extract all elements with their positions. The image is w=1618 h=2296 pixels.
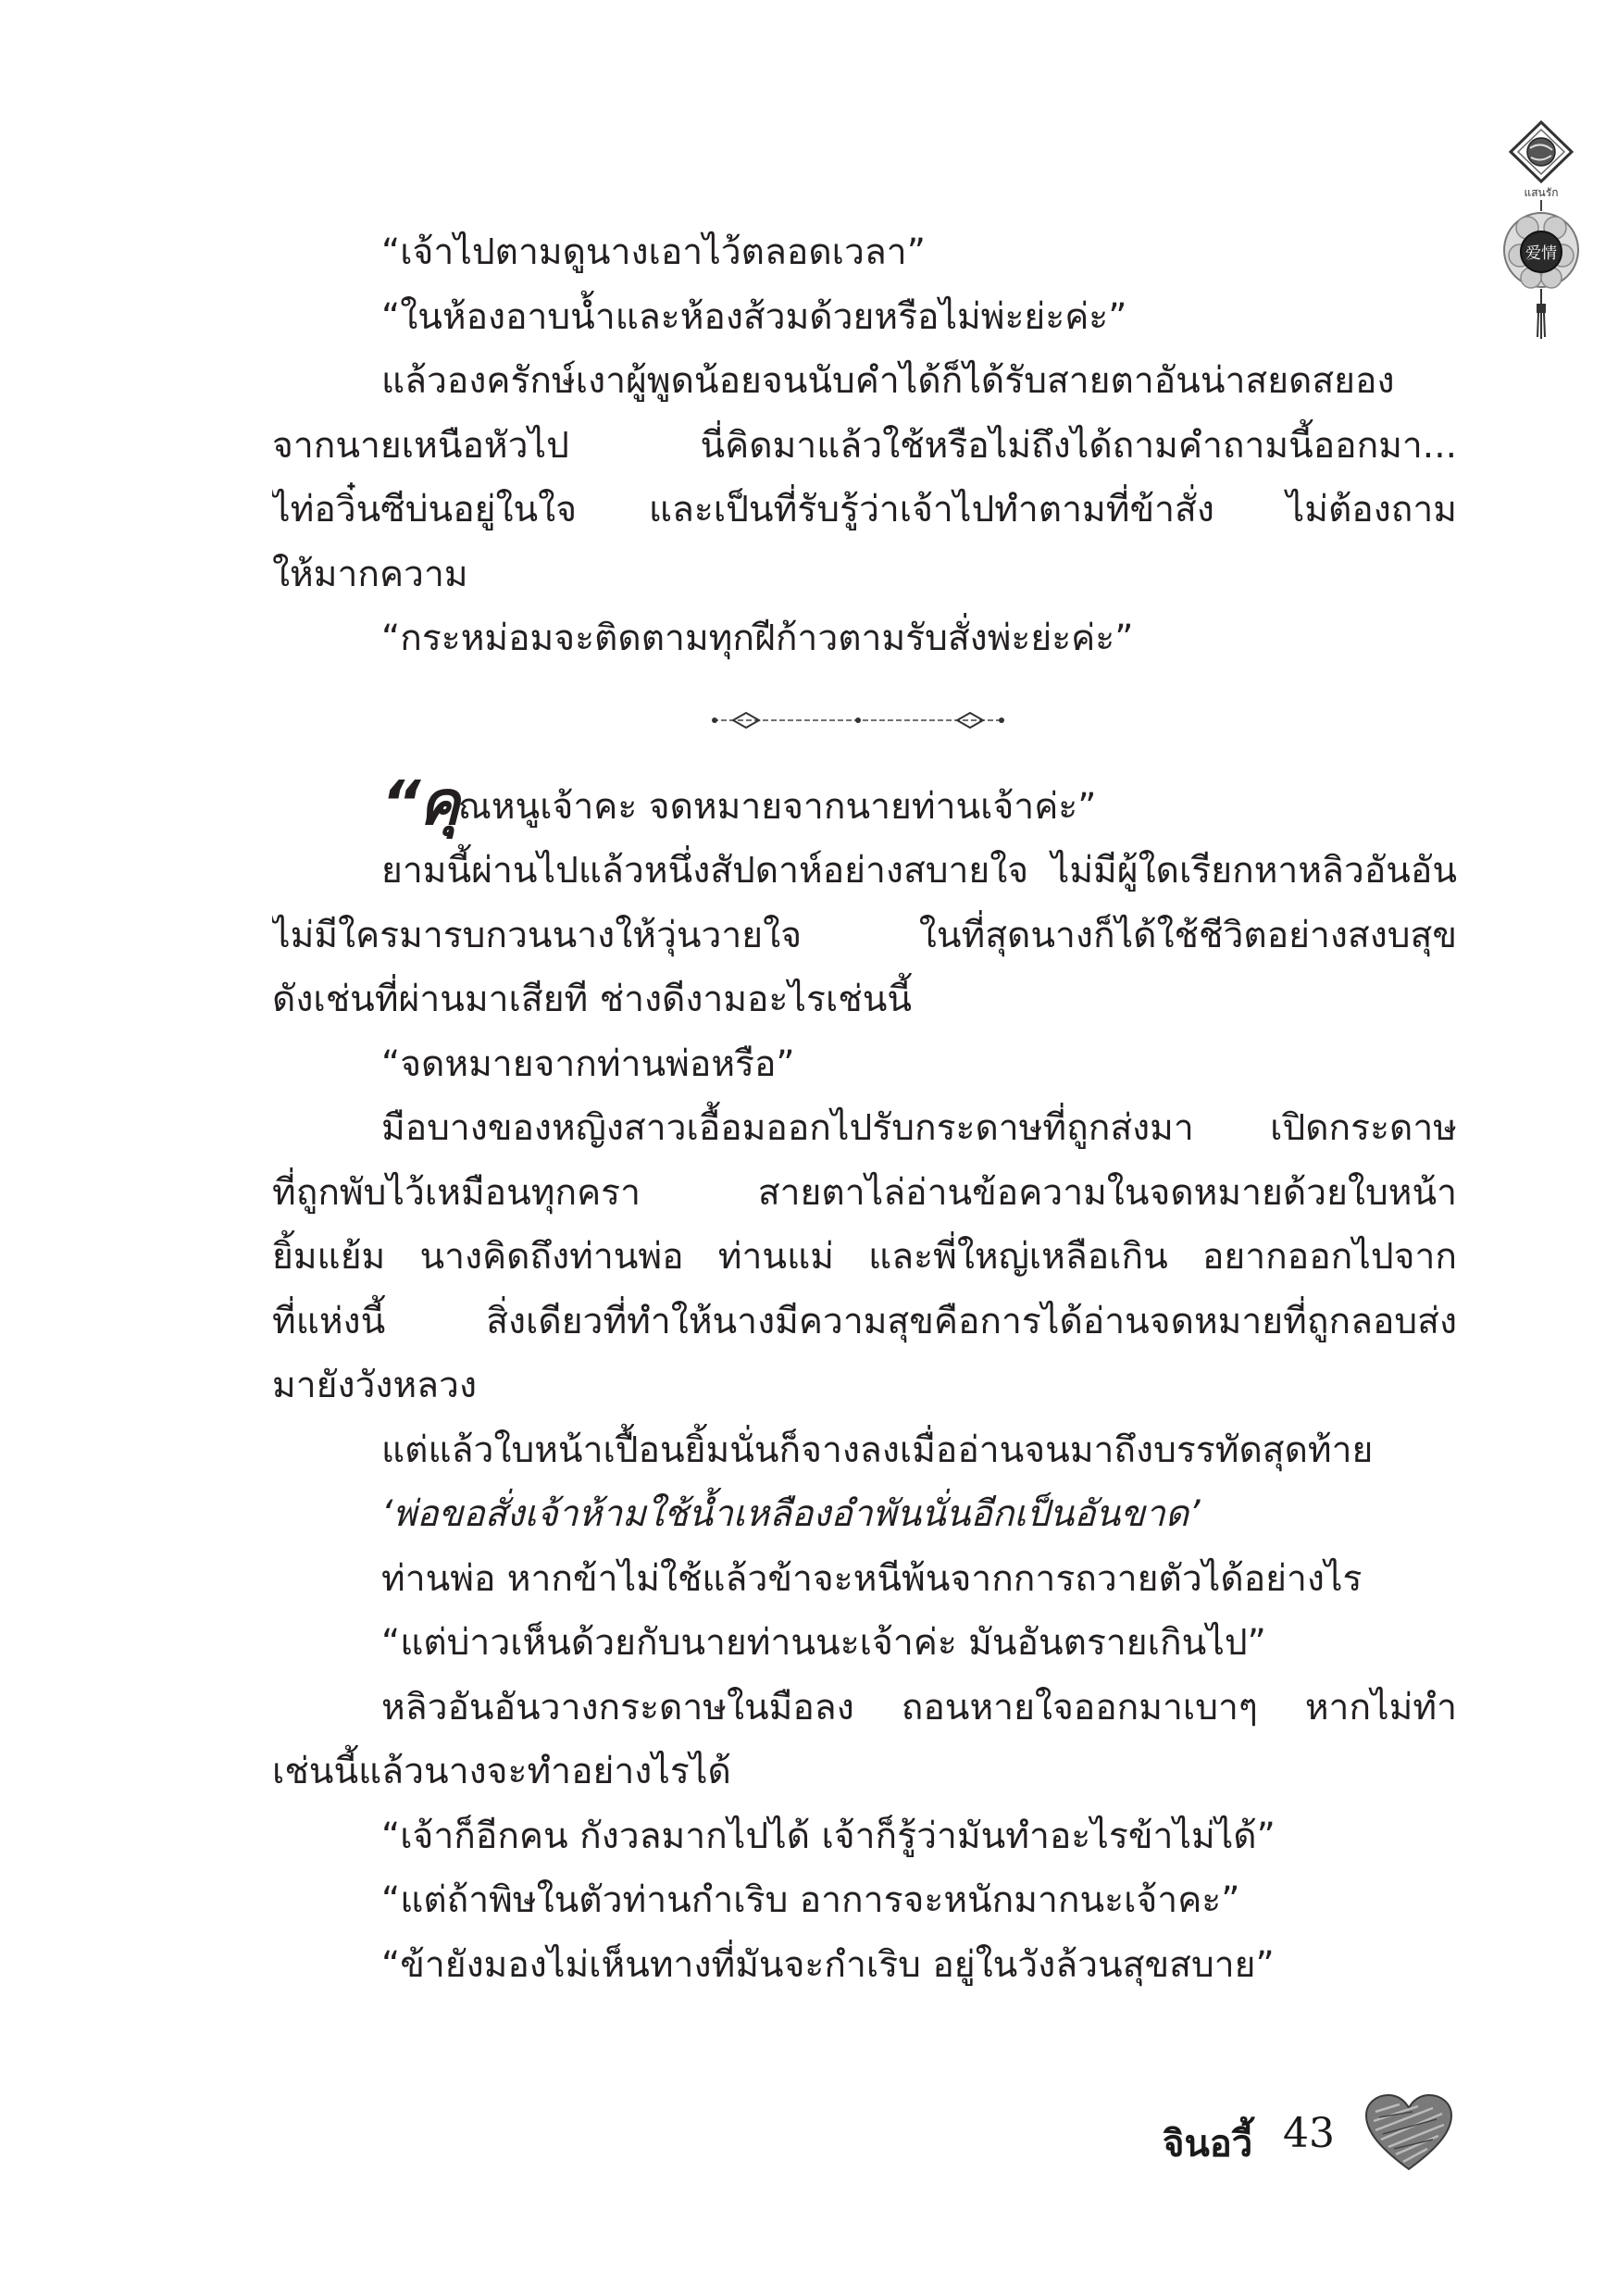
text-line: ที่ถูกพับไว้เหมือนทุกครา สายตาไล่อ่านข้อความในจดหมายด้วยใบหน้า	[272, 1171, 1457, 1214]
text-line: “เจ้าไปตามดูนางเอาไว้ตลอดเวลา”	[381, 231, 926, 273]
text-line: “แต่บ่าวเห็นด้วยกับนายท่านนะเจ้าค่ะ มันอันตรายเกินไป”	[381, 1622, 1266, 1664]
text-line: แต่แล้วใบหน้าเปื้อนยิ้มนั่นก็จางลงเมื่ออ่านจนมาถึงบรรทัดสุดท้าย	[381, 1429, 1374, 1471]
text-line: “ข้ายังมองไม่เห็นทางที่มันจะกำเริบ อยู่ในวังล้วนสุขสบาย”	[381, 1943, 1275, 1986]
scene-two	[272, 839, 1457, 1997]
scene-break	[272, 671, 1457, 775]
text-line: ไท่อวิ๋นซีบ่นอยู่ในใจ และเป็นที่รับรู้ว่าเจ้าไปทำตามที่ข้าสั่ง ไม่ต้องถาม	[272, 489, 1457, 530]
page-number: 43	[1283, 2110, 1335, 2157]
text-line: “จดหมายจากท่านพ่อหรือ”	[381, 1042, 795, 1085]
scene-one	[272, 220, 1457, 671]
text-line: เช่นนี้แล้วนางจะทำอย่างไรได้	[272, 1751, 731, 1792]
text-line: “กระหม่อมจะติดตามทุกฝีก้าวตามรับสั่งพ่ะย่ะค่ะ”	[381, 618, 1134, 659]
text-line: “แต่ถ้าพิษในตัวท่านกำเริบ อาการจะหนักมากนะเจ้าคะ”	[381, 1879, 1240, 1921]
seal-label: 爱情	[1525, 244, 1557, 263]
text-line: ‘พ่อขอสั่งเจ้าห้ามใช้น้ำเหลืองอำพันนั่นอีกเป็นอันขาด’	[381, 1493, 1201, 1535]
text-line: “เจ้าก็อีกคน กังวลมากไปได้ เจ้าก็รู้ว่ามันทำอะไรข้าไม่ได้”	[381, 1815, 1276, 1857]
text-line: ยามนี้ผ่านไปแล้วหนึ่งสัปดาห์อย่างสบายใจ ไม่มีผู้ใดเรียกหาหลิวอันอัน	[381, 850, 1457, 892]
text-line: ดังเช่นที่ผ่านมาเสียที ช่างดีงามอะไรเช่นนี้	[272, 979, 913, 1020]
floral-seal-icon	[1504, 213, 1578, 288]
opening-line-text: ณหนูเจ้าคะ จดหมายจากนายท่านเจ้าค่ะ”	[457, 785, 1097, 828]
text-line: ท่านพ่อ หากข้าไม่ใช้แล้วข้าจะหนีพ้นจากการถวายตัวได้อย่างไร	[381, 1557, 1363, 1600]
text-line: แล้วองครักษ์เงาผู้พูดน้อยจนนับคำได้ก็ได้รับสายตาอันน่าสยดสยอง	[381, 360, 1395, 402]
page-footer	[1111, 2088, 1555, 2190]
drop-cap: “คุ	[381, 774, 458, 839]
emblem-label: แสนรัก	[1524, 186, 1559, 199]
text-line: หลิวอันอันวางกระดาษในมือลง ถอนหายใจออกมาเบาๆ หากไม่ทำ	[381, 1686, 1457, 1728]
diamond-globe-icon	[1511, 122, 1572, 181]
author-name: จินอวี้	[1163, 2122, 1253, 2165]
text-line: มายังวังหลวง	[272, 1365, 477, 1406]
text-line: ไม่มีใครมารบกวนนางให้วุ่นวายใจ ในที่สุดนางก็ได้ใช้ชีวิตอย่างสงบสุข	[272, 914, 1457, 956]
text-line: มือบางของหญิงสาวเอื้อมออกไปรับกระดาษที่ถูกส่งมา เปิดกระดาษ	[381, 1107, 1457, 1149]
text-line: ให้มากความ	[272, 553, 468, 595]
scribble-heart-icon	[1363, 2091, 1455, 2175]
scene-two-opening-line	[272, 775, 1457, 840]
text-line: จากนายเหนือหัวไป นี่คิดมาแล้วใช้หรือไม่ถึงได้ถามคำถามนี้ออกมา...	[272, 424, 1457, 467]
tassel-icon	[1537, 289, 1546, 339]
text-line: ยิ้มแย้ม นางคิดถึงท่านพ่อ ท่านแม่ และพี่ใหญ่เหลือเกิน อยากออกไปจาก	[272, 1236, 1457, 1278]
text-line: “ในห้องอาบน้ำและห้องส้วมด้วยหรือไม่พ่ะย่ะค่ะ”	[381, 295, 1127, 338]
text-line: ที่แห่งนี้ สิ่งเดียวที่ทำให้นางมีความสุขคือการได้อ่านจดหมายที่ถูกลอบส่ง	[272, 1300, 1457, 1342]
story-text	[272, 220, 1457, 1997]
sidebar-emblem	[1500, 119, 1583, 341]
ornamental-divider-icon	[705, 708, 1011, 732]
